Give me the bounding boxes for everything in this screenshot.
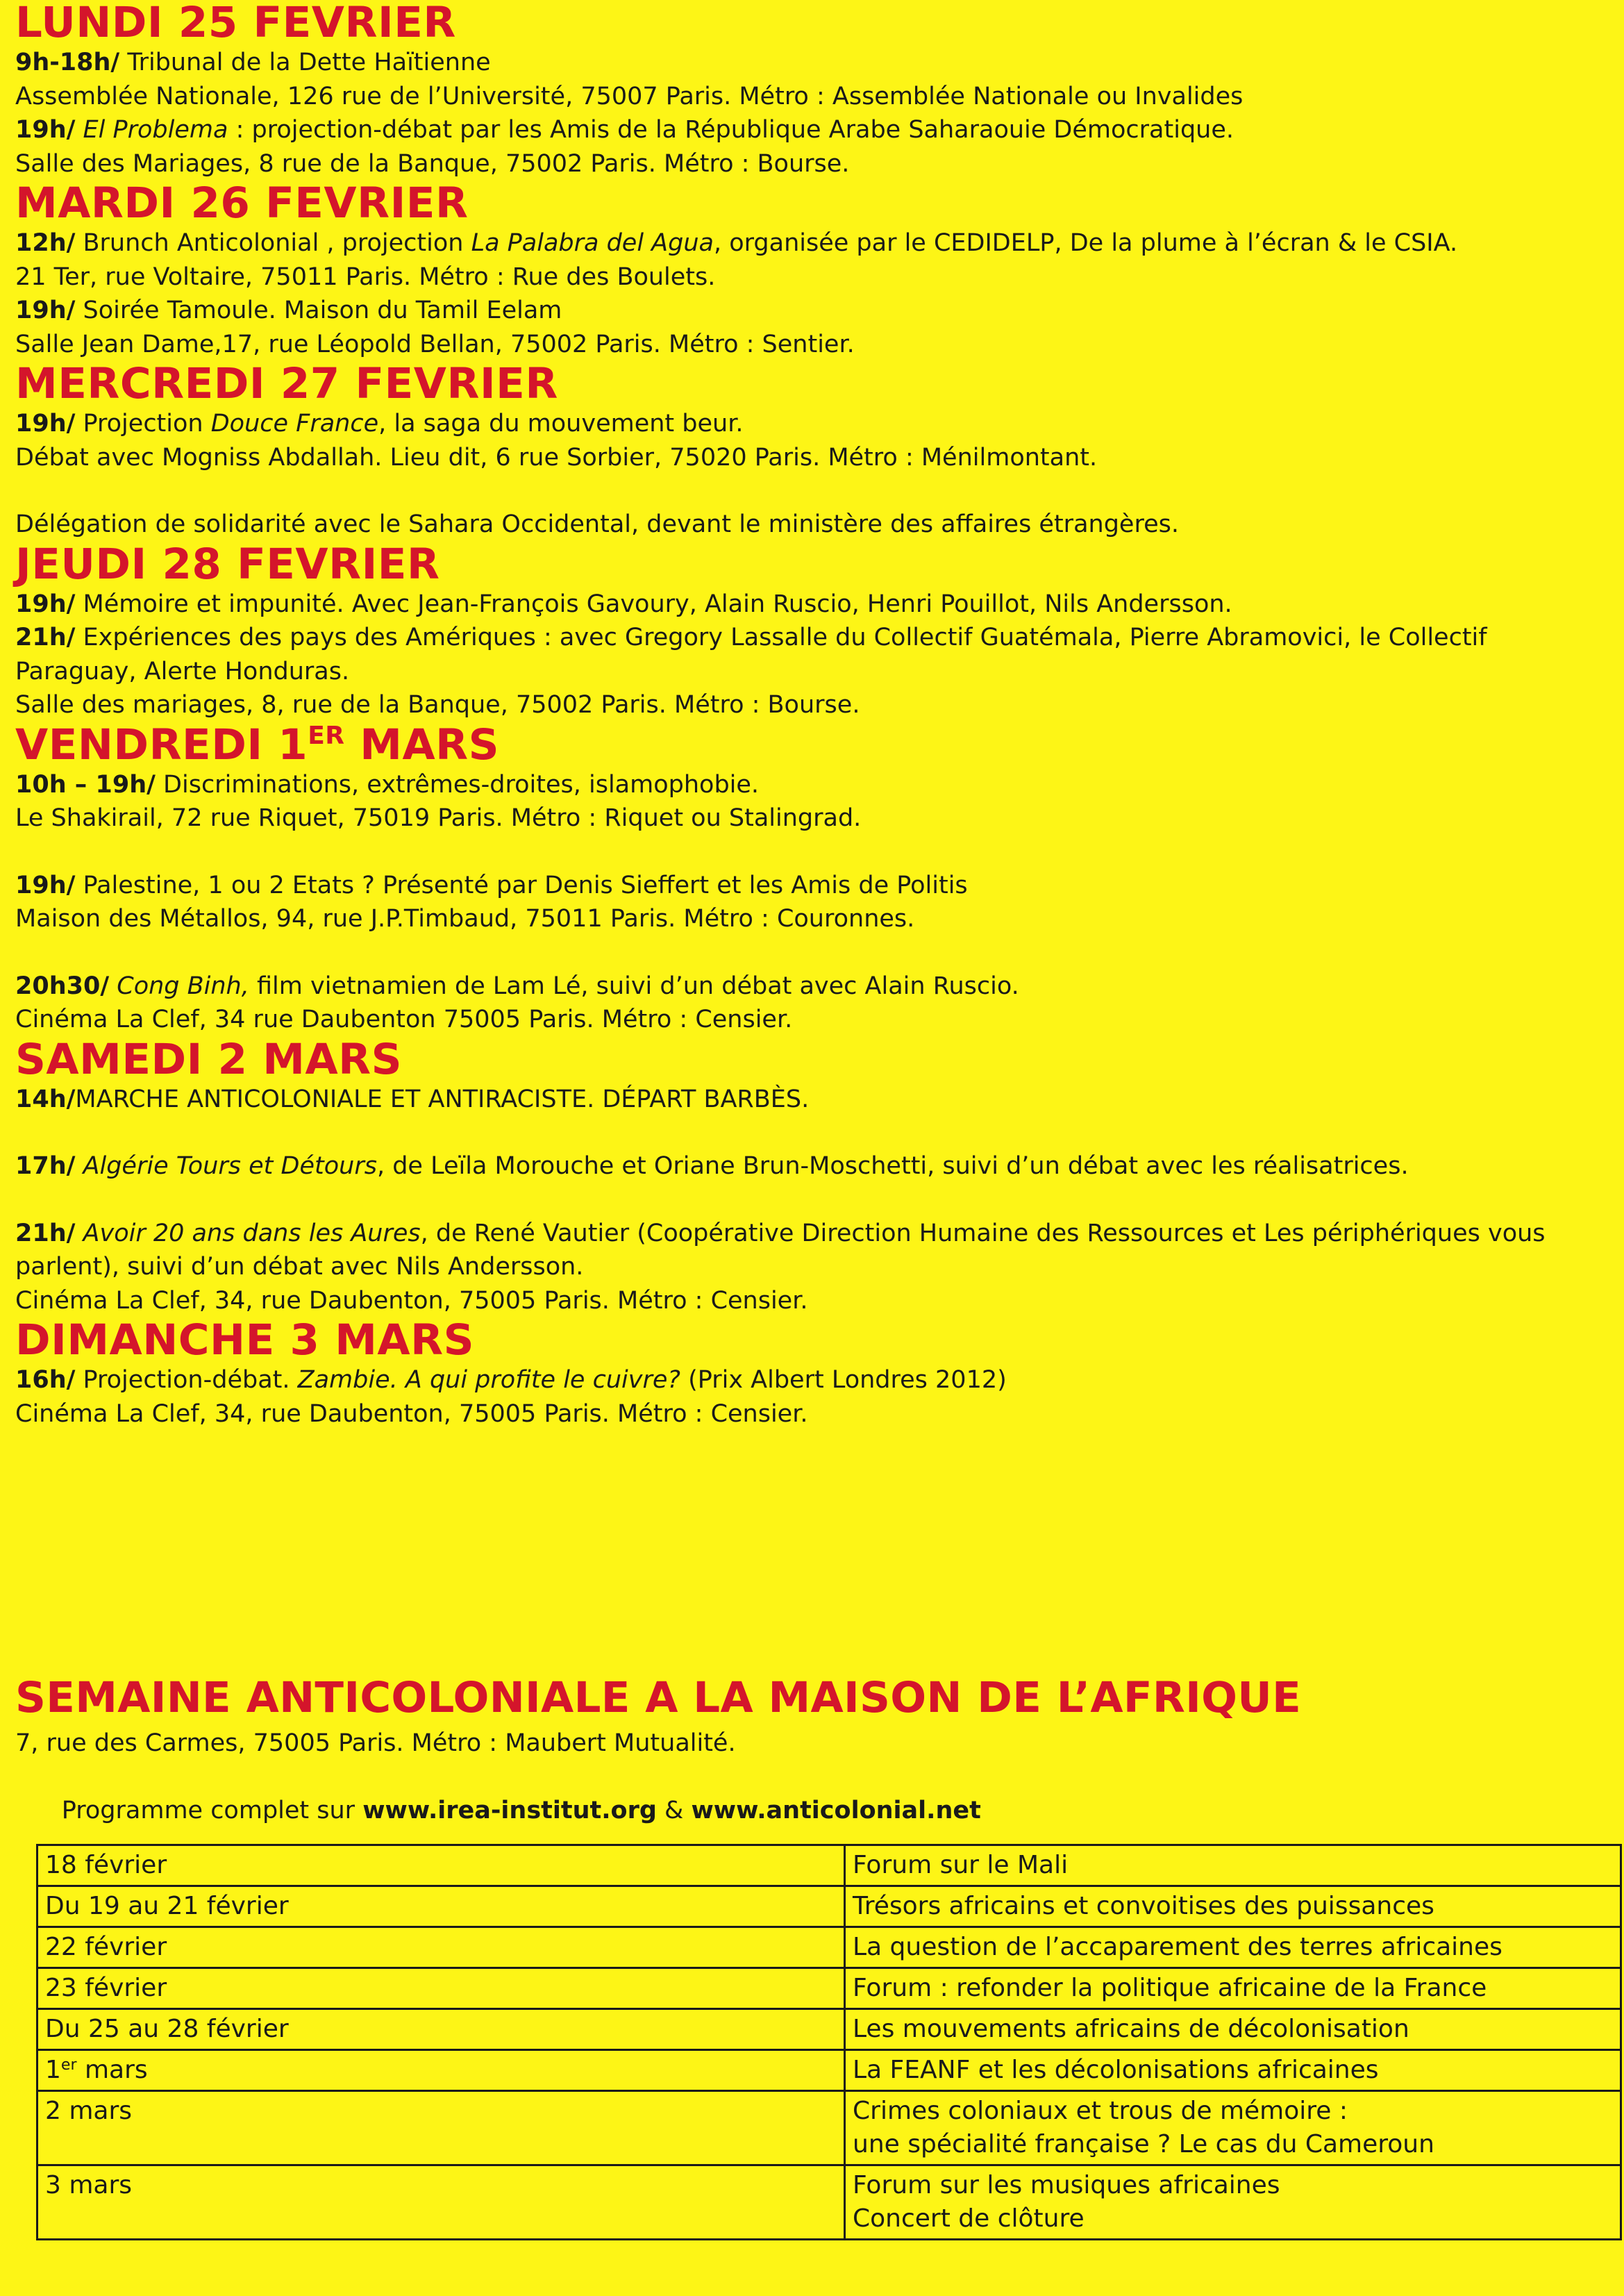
event-title: Douce France bbox=[210, 410, 379, 438]
table-event-cell bbox=[845, 2009, 1621, 2050]
table-date: 23 février bbox=[45, 1974, 167, 2002]
table-event: Forum : refonder la politique africaine de la France bbox=[853, 1974, 1487, 2002]
event-text: Assemblée Nationale, 126 rue de l’Université, 75007 Paris. Métro : Assemblée Nationale ou Invalides bbox=[15, 82, 1244, 110]
table-event: Forum sur les musiques africaines bbox=[853, 2171, 1280, 2199]
event-text: Débat avec Mogniss Abdallah. Lieu dit, 6 rue Sorbier, 75020 Paris. Métro : Ménilmontant. bbox=[15, 443, 1098, 472]
day-title-text: MERCREDI 27 FEVRIER bbox=[15, 359, 558, 408]
table-date-cell bbox=[37, 1886, 845, 1927]
day-title-text: DIMANCHE 3 MARS bbox=[15, 1315, 475, 1365]
event-text: Salle Jean Dame,17, rue Léopold Bellan, 75002 Paris. Métro : Sentier. bbox=[15, 330, 855, 358]
event-block bbox=[15, 1083, 1612, 1117]
table-row bbox=[37, 2009, 1621, 2050]
event-line bbox=[15, 1003, 1612, 1037]
table-event: Concert de clôture bbox=[853, 2204, 1085, 2233]
event-line bbox=[15, 80, 1612, 114]
event-block bbox=[15, 768, 1612, 835]
event-text: parlent), suivi d’un débat avec Nils Andersson. bbox=[15, 1253, 584, 1281]
event-text: , de Leïla Morouche et Oriane Brun-Moschetti, suivi d’un débat avec les réalisatrices. bbox=[376, 1152, 1409, 1180]
day-title bbox=[15, 719, 1612, 770]
table-date-cell bbox=[37, 2009, 845, 2050]
event-time: 19h/ bbox=[15, 590, 76, 618]
table-row bbox=[37, 2050, 1621, 2091]
event-line bbox=[15, 46, 1612, 80]
table-row bbox=[37, 1968, 1621, 2009]
table-event-cell bbox=[845, 1927, 1621, 1968]
event-line bbox=[15, 1217, 1612, 1251]
table-event: Crimes coloniaux et trous de mémoire : bbox=[853, 2097, 1348, 2125]
event-text: Brunch Anticolonial , projection bbox=[75, 229, 471, 257]
table-date-cell bbox=[37, 1845, 845, 1886]
event-line bbox=[15, 970, 1612, 1004]
day-section bbox=[15, 539, 1612, 722]
event-line bbox=[15, 1149, 1612, 1183]
event-line bbox=[15, 588, 1612, 622]
table-date: Du 25 au 28 février bbox=[45, 2015, 289, 2043]
table-event-cell bbox=[845, 1886, 1621, 1927]
event-line bbox=[15, 688, 1612, 722]
event-text: (Prix Albert Londres 2012) bbox=[680, 1366, 1007, 1394]
table-row bbox=[37, 1927, 1621, 1968]
day-section bbox=[15, 0, 1612, 181]
day-title-superscript: ER bbox=[308, 721, 345, 750]
irea-link[interactable]: www.irea-institut.org bbox=[362, 1797, 657, 1824]
event-text: Projection bbox=[75, 410, 211, 438]
event-block bbox=[15, 1217, 1612, 1318]
event-line bbox=[15, 328, 1612, 362]
event-text: Salle des Mariages, 8 rue de la Banque, 75002 Paris. Métro : Bourse. bbox=[15, 149, 850, 178]
ampersand: & bbox=[656, 1797, 692, 1824]
event-title: Algérie Tours et Détours bbox=[83, 1152, 377, 1180]
table-row bbox=[37, 2165, 1621, 2240]
event-line bbox=[15, 508, 1612, 542]
day-title-text: LUNDI 25 FEVRIER bbox=[15, 0, 456, 47]
event-line bbox=[15, 113, 1612, 147]
event-block bbox=[15, 588, 1612, 722]
event-text: Maison des Métallos, 94, rue J.P.Timbaud, 75011 Paris. Métro : Couronnes. bbox=[15, 905, 915, 933]
event-time: 19h/ bbox=[15, 410, 76, 438]
table-event-cell bbox=[845, 2165, 1621, 2240]
event-line bbox=[15, 1397, 1612, 1431]
event-time: 14h/ bbox=[15, 1085, 76, 1113]
day-title bbox=[15, 1317, 1612, 1363]
table-row bbox=[37, 1886, 1621, 1927]
table-date-cell bbox=[37, 1968, 845, 2009]
table-date-cell bbox=[37, 1927, 845, 1968]
event-line bbox=[15, 1250, 1612, 1284]
day-title-text: JEUDI 28 FEVRIER bbox=[15, 539, 440, 589]
table-date-superscript: er bbox=[60, 2056, 77, 2074]
event-block bbox=[15, 226, 1612, 361]
day-section bbox=[15, 1317, 1612, 1431]
event-text bbox=[75, 1152, 83, 1180]
table-date-cell bbox=[37, 2091, 845, 2165]
event-text: Cinéma La Clef, 34, rue Daubenton, 75005 Paris. Métro : Censier. bbox=[15, 1399, 808, 1428]
event-time: 19h/ bbox=[15, 116, 76, 144]
event-text: Projection-débat. bbox=[75, 1366, 298, 1394]
event-block bbox=[15, 1363, 1612, 1431]
event-block bbox=[15, 508, 1612, 542]
table-event-cell bbox=[845, 2050, 1621, 2091]
event-time: 21h/ bbox=[15, 1219, 76, 1247]
day-title bbox=[15, 1034, 1612, 1084]
event-text: MARCHE ANTICOLONIALE ET ANTIRACISTE. DÉPART BARBÈS. bbox=[75, 1085, 810, 1113]
event-text: film vietnamien de Lam Lé, suivi d’un débat avec Alain Ruscio. bbox=[249, 972, 1019, 1000]
event-time: 9h-18h/ bbox=[15, 49, 120, 76]
event-line bbox=[15, 260, 1612, 294]
semaine-title: SEMAINE ANTICOLONIALE A LA MAISON DE L’AFRIQUE bbox=[15, 1673, 1302, 1722]
day-title-text: VENDREDI 1 bbox=[15, 719, 308, 770]
day-section bbox=[15, 178, 1612, 361]
event-title: Zambie. A qui profite le cuivre? bbox=[297, 1366, 680, 1394]
daily-schedule bbox=[15, 0, 1612, 1431]
anticolonial-link[interactable]: www.anticolonial.net bbox=[691, 1797, 981, 1824]
table-date: 2 mars bbox=[45, 2097, 133, 2125]
event-text: Mémoire et impunité. Avec Jean-François Gavoury, Alain Ruscio, Henri Pouillot, Nils Andersson. bbox=[75, 590, 1232, 618]
event-text: Discriminations, extrêmes-droites, islamophobie. bbox=[155, 770, 760, 799]
table-event: Les mouvements africains de décolonisation bbox=[853, 2015, 1409, 2043]
table-date: 3 mars bbox=[45, 2171, 133, 2199]
event-line bbox=[15, 902, 1612, 936]
day-section bbox=[15, 719, 1612, 1037]
event-text bbox=[75, 1220, 83, 1247]
table-date: Du 19 au 21 février bbox=[45, 1892, 289, 1920]
event-text: , de René Vautier (Coopérative Direction Humaine des Ressources et Les périphériques vous bbox=[420, 1219, 1546, 1247]
event-text bbox=[75, 116, 83, 144]
table-date: 22 février bbox=[45, 1933, 167, 1961]
table-event-cell bbox=[845, 2091, 1621, 2165]
event-line bbox=[15, 226, 1612, 260]
semaine-section bbox=[15, 1674, 1301, 1861]
day-section bbox=[15, 361, 1612, 542]
event-line bbox=[15, 407, 1612, 441]
event-line bbox=[15, 441, 1612, 475]
event-text: Tribunal de la Dette Haïtienne bbox=[119, 49, 491, 76]
table-date-cell bbox=[37, 2165, 845, 2240]
event-text: Cinéma La Clef, 34 rue Daubenton 75005 Paris. Métro : Censier. bbox=[15, 1006, 793, 1033]
table-date: 1 bbox=[45, 2056, 61, 2084]
table-event-cell bbox=[845, 1968, 1621, 2009]
event-block bbox=[15, 970, 1612, 1037]
table-date-after: mars bbox=[76, 2056, 148, 2084]
event-title: Avoir 20 ans dans les Aures bbox=[83, 1219, 421, 1247]
event-line bbox=[15, 655, 1612, 689]
event-block bbox=[15, 869, 1612, 936]
day-title bbox=[15, 361, 1612, 407]
event-line bbox=[15, 1363, 1612, 1397]
event-text: Délégation de solidarité avec le Sahara Occidental, devant le ministère des affaires étrangères. bbox=[15, 510, 1179, 538]
event-time: 19h/ bbox=[15, 297, 76, 324]
event-text: , organisée par le CEDIDELP, De la plume à l’écran & le CSIA. bbox=[713, 229, 1458, 257]
table-row bbox=[37, 2091, 1621, 2165]
event-text: Expériences des pays des Amériques : avec Gregory Lassalle du Collectif Guatémala, Pierre Abramovici, le Collectif bbox=[75, 624, 1487, 651]
event-line bbox=[15, 147, 1612, 181]
event-time: 20h30/ bbox=[15, 972, 110, 1000]
event-text: : projection-débat par les Amis de la République Arabe Saharaouie Démocratique. bbox=[228, 116, 1234, 144]
event-block bbox=[15, 46, 1612, 181]
day-title bbox=[15, 539, 1612, 589]
event-block bbox=[15, 1149, 1612, 1183]
table-event: Trésors africains et convoitises des puissances bbox=[853, 1892, 1434, 1920]
event-time: 12h/ bbox=[15, 229, 76, 257]
event-line bbox=[15, 621, 1612, 655]
event-text: 21 Ter, rue Voltaire, 75011 Paris. Métro : Rue des Boulets. bbox=[15, 263, 716, 291]
event-line bbox=[15, 1083, 1612, 1117]
event-text: Soirée Tamoule. Maison du Tamil Eelam bbox=[75, 297, 562, 324]
programme-prefix: Programme complet sur bbox=[61, 1797, 363, 1824]
event-block bbox=[15, 407, 1612, 474]
event-time: 10h – 19h/ bbox=[15, 770, 156, 799]
event-text: , la saga du mouvement beur. bbox=[378, 410, 744, 438]
event-line bbox=[15, 869, 1612, 903]
event-title: La Palabra del Agua bbox=[471, 229, 714, 257]
table-date-cell bbox=[37, 2050, 845, 2091]
table-event: La question de l’accaparement des terres africaines bbox=[853, 1933, 1502, 1961]
day-title bbox=[15, 0, 1612, 46]
event-line bbox=[15, 294, 1612, 328]
program-page bbox=[15, 0, 1612, 2233]
event-line bbox=[15, 1284, 1612, 1318]
event-text: Paraguay, Alerte Honduras. bbox=[15, 657, 350, 685]
table-row bbox=[37, 1845, 1621, 1886]
table-event: une spécialité française ? Le cas du Cameroun bbox=[853, 2130, 1434, 2158]
table-event-cell bbox=[845, 1845, 1621, 1886]
event-time: 17h/ bbox=[15, 1152, 76, 1180]
day-title bbox=[15, 178, 1612, 228]
event-line bbox=[15, 801, 1612, 835]
event-time: 16h/ bbox=[15, 1366, 76, 1394]
semaine-program-table bbox=[36, 1844, 1622, 2240]
event-title: El Problema bbox=[83, 116, 228, 144]
day-title-text-after: MARS bbox=[344, 719, 500, 770]
semaine-address: 7, rue des Carmes, 75005 Paris. Métro : Maubert Mutualité. bbox=[15, 1729, 736, 1757]
event-line bbox=[15, 768, 1612, 802]
event-text: Salle des mariages, 8, rue de la Banque, 75002 Paris. Métro : Bourse. bbox=[15, 691, 860, 719]
event-text: Cinéma La Clef, 34, rue Daubenton, 75005 Paris. Métro : Censier. bbox=[15, 1286, 808, 1315]
day-title-text: MARDI 26 FEVRIER bbox=[15, 178, 469, 228]
table-date: 18 février bbox=[45, 1851, 167, 1879]
day-section bbox=[15, 1034, 1612, 1318]
table-event: Forum sur le Mali bbox=[853, 1851, 1069, 1879]
table-event: La FEANF et les décolonisations africaines bbox=[853, 2056, 1379, 2084]
day-title-text: SAMEDI 2 MARS bbox=[15, 1034, 403, 1084]
event-text: Le Shakirail, 72 rue Riquet, 75019 Paris. Métro : Riquet ou Stalingrad. bbox=[15, 804, 862, 832]
event-title: Cong Binh, bbox=[117, 972, 249, 1000]
event-text: Palestine, 1 ou 2 Etats ? Présenté par Denis Sieffert et les Amis de Politis bbox=[75, 871, 968, 899]
event-text bbox=[109, 972, 117, 1000]
event-time: 21h/ bbox=[15, 624, 76, 651]
event-time: 19h/ bbox=[15, 871, 76, 899]
